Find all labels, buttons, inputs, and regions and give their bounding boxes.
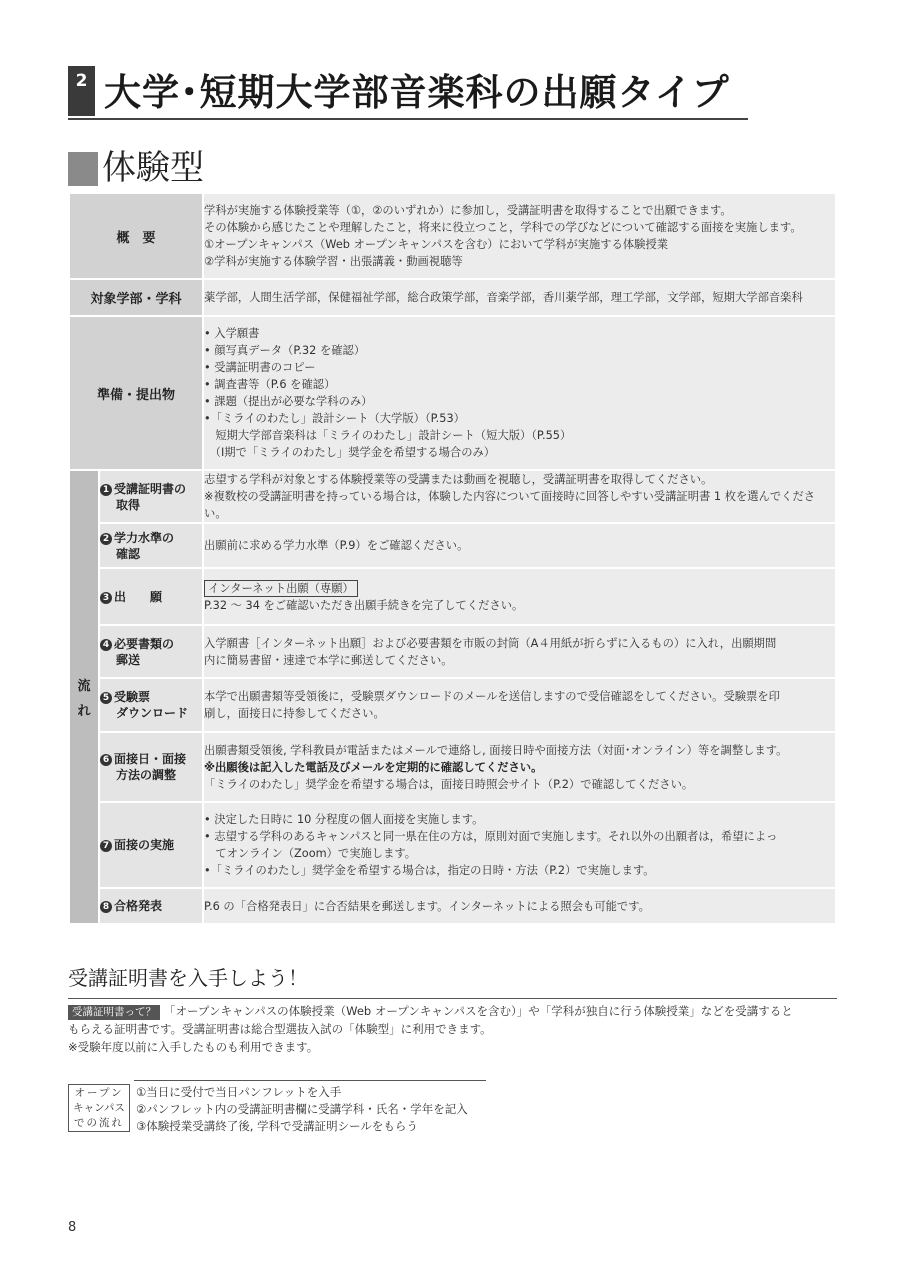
step-label: 6 面接日・面接 方法の調整 xyxy=(99,732,203,802)
targets-content: 薬学部，人間生活学部，保健福祉学部，総合政策学部，音楽学部，香川薬学部，理工学部，文学部，短期大学部音楽科 xyxy=(203,279,836,316)
overview-content xyxy=(203,193,836,279)
section-number: 2 xyxy=(68,66,95,116)
step-number-badge: 3 xyxy=(100,592,112,604)
divider xyxy=(134,1080,486,1081)
step-content: 本学で出願書類等受領後に，受験票ダウンロードのメールを送信しますので受信確認をしてください。受験票を印 刷し，面接日に持参してください。 xyxy=(203,678,836,732)
step-number-badge: 1 xyxy=(100,484,112,496)
table-row-overview xyxy=(69,193,836,279)
materials-line: • 調査書等（P.6 を確認） xyxy=(204,378,336,391)
step-content: P.6 の「合格発表日」に合否結果を郵送します。インターネットによる照会も可能です。 xyxy=(203,888,836,924)
overview-label: 概 要 xyxy=(69,193,203,279)
open-campus-flow-steps xyxy=(136,1084,468,1135)
subsection-title-text: 体験型 xyxy=(102,148,204,188)
materials-line: • 顔写真データ（P.32 を確認） xyxy=(204,344,366,357)
important-notice: ※出願後は記入した電話及びメールを定期的に確認してください。 xyxy=(204,760,543,774)
overview-line: その体験から感じたことや理解したこと，将来に役立つこと，学科での学びなどについて確認する面接を実施します。 xyxy=(204,221,802,234)
materials-line: • 入学願書 xyxy=(204,327,260,340)
materials-content xyxy=(203,316,836,470)
certificate-heading: 受講証明書を入手しよう！ xyxy=(68,966,308,990)
square-marker-icon xyxy=(68,152,98,186)
step-number-badge: 8 xyxy=(100,901,112,913)
table-row-step-6 xyxy=(69,732,836,802)
step-number-badge: 2 xyxy=(100,533,112,545)
step-label: 4 必要書類の 郵送 xyxy=(99,625,203,678)
materials-line: • 課題（提出が必要な学科のみ） xyxy=(204,395,373,408)
section-title-bar xyxy=(68,66,748,120)
materials-line: 短期大学部音楽科は「ミライのわたし」設計シート（短大版）（P.55） xyxy=(204,429,572,442)
page-number: 8 xyxy=(68,1220,77,1235)
step-content: 出願書類受領後, 学科教員が電話またはメールで連絡し, 面接日時や面接方法（対面･オンライン）等を調整します。 ※出願後は記入した電話及びメールを定期的に確認してください。 「ミライのわたし」奨学金を希望する場合は，面接日時照会サイト（P.2）で確認してください。 xyxy=(203,732,836,802)
materials-line: •「ミライのわたし」設計シート（大学版）（P.53） xyxy=(204,412,465,425)
step-content: 出願前に求める学力水準（P.9）をご確認ください。 xyxy=(203,523,836,568)
step-content: 入学願書［インターネット出願］および必要書類を市販の封筒（A４用紙が折らずに入るもの）に入れ，出願期間 内に簡易書留・速達で本学に郵送してください。 xyxy=(203,625,836,678)
materials-label: 準備・提出物 xyxy=(69,316,203,470)
materials-line: （Ⅰ期で「ミライのわたし」奨学金を希望する場合のみ） xyxy=(204,446,496,459)
list-item: ③体験授業受講終了後, 学科で受講証明シールをもらう xyxy=(136,1119,418,1133)
step-number-badge: 6 xyxy=(100,754,112,766)
table-row-step-4 xyxy=(69,625,836,678)
targets-label: 対象学部・学科 xyxy=(69,279,203,316)
table-row-targets xyxy=(69,279,836,316)
table-row-step-2 xyxy=(69,523,836,568)
flow-side-char: 流 xyxy=(77,679,91,694)
step-label: 3 出 願 xyxy=(99,568,203,625)
table-row-step-1 xyxy=(69,470,836,523)
step-number-badge: 4 xyxy=(100,639,112,651)
step-label: 2 学力水準の 確認 xyxy=(99,523,203,568)
table-row-step-5 xyxy=(69,678,836,732)
certificate-description: 受講証明書って？ 「オープンキャンパスの体験授業（Web オープンキャンパスを含む）」や「学科が独自に行う体験授業」などを受講すると もらえる証明書です。受講証明書は総合型選抜入試の「体験型」に利用できます。 ※受験年度以前に入手したものも利用できます。 xyxy=(68,998,837,1056)
step-content: インターネット出願（専願） P.32 ～ 34 をご確認いただき出願手続きを完了してください。 xyxy=(203,568,836,625)
overview-line: ①オープンキャンパス（Web オープンキャンパスを含む）において学科が実施する体験授業 xyxy=(204,238,669,251)
step-label: 7 面接の実施 xyxy=(99,802,203,888)
table-row-materials xyxy=(69,316,836,470)
certificate-tag: 受講証明書って？ xyxy=(68,1005,160,1020)
table-row-step-7 xyxy=(69,802,836,888)
step-label: 8 合格発表 xyxy=(99,888,203,924)
step-number-badge: 7 xyxy=(100,840,112,852)
certificate-note: ※受験年度以前に入手したものも利用できます。 xyxy=(68,1040,319,1054)
overview-line: 学科が実施する体験授業等（①，②のいずれか）に参加し，受講証明書を取得することで出願できます。 xyxy=(204,204,732,217)
table-row-step-3 xyxy=(69,568,836,625)
list-item: ①当日に受付で当日パンフレットを入手 xyxy=(136,1085,342,1099)
step-content: • 決定した日時に 10 分程度の個人面接を実施します。 • 志望する学科のあるキャンパスと同一県在住の方は，原則対面で実施します。それ以外の出願者は，希望によっ てオンライン（Zoom）で実施します。 •「ミライのわたし」奨学金を希望する場合は，指定の日時・方法（P.2）で実施します。 xyxy=(203,802,836,888)
step-number-badge: 5 xyxy=(100,692,112,704)
flow-side-char: れ xyxy=(77,704,91,719)
list-item: ②パンフレット内の受講証明書欄に受講学科・氏名・学年を記入 xyxy=(136,1102,468,1116)
step-label: 5 受験票 ダウンロード xyxy=(99,678,203,732)
step-label: 1 受講証明書の 取得 xyxy=(99,470,203,523)
open-campus-flow-label: オープン キャンパス での流れ xyxy=(68,1084,130,1132)
step-content: 志望する学科が対象とする体験授業等の受講または動画を視聴し，受講証明書を取得してください。 ※複数校の受講証明書を持っている場合は，体験した内容について面接時に回答しやすい受講証明書 1 枚を選んでください。 xyxy=(203,470,836,523)
page-title: 大学･短期大学部音楽科の出願タイプ xyxy=(104,71,730,114)
overview-line: ②学科が実施する体験学習・出張講義・動画視聴等 xyxy=(204,255,463,268)
application-info-table xyxy=(68,192,837,925)
table-row-step-8 xyxy=(69,888,836,924)
materials-line: • 受講証明書のコピー xyxy=(204,361,316,374)
application-method-box: インターネット出願（専願） xyxy=(204,580,358,597)
flow-side-label xyxy=(69,470,99,924)
subsection-title xyxy=(68,146,204,190)
